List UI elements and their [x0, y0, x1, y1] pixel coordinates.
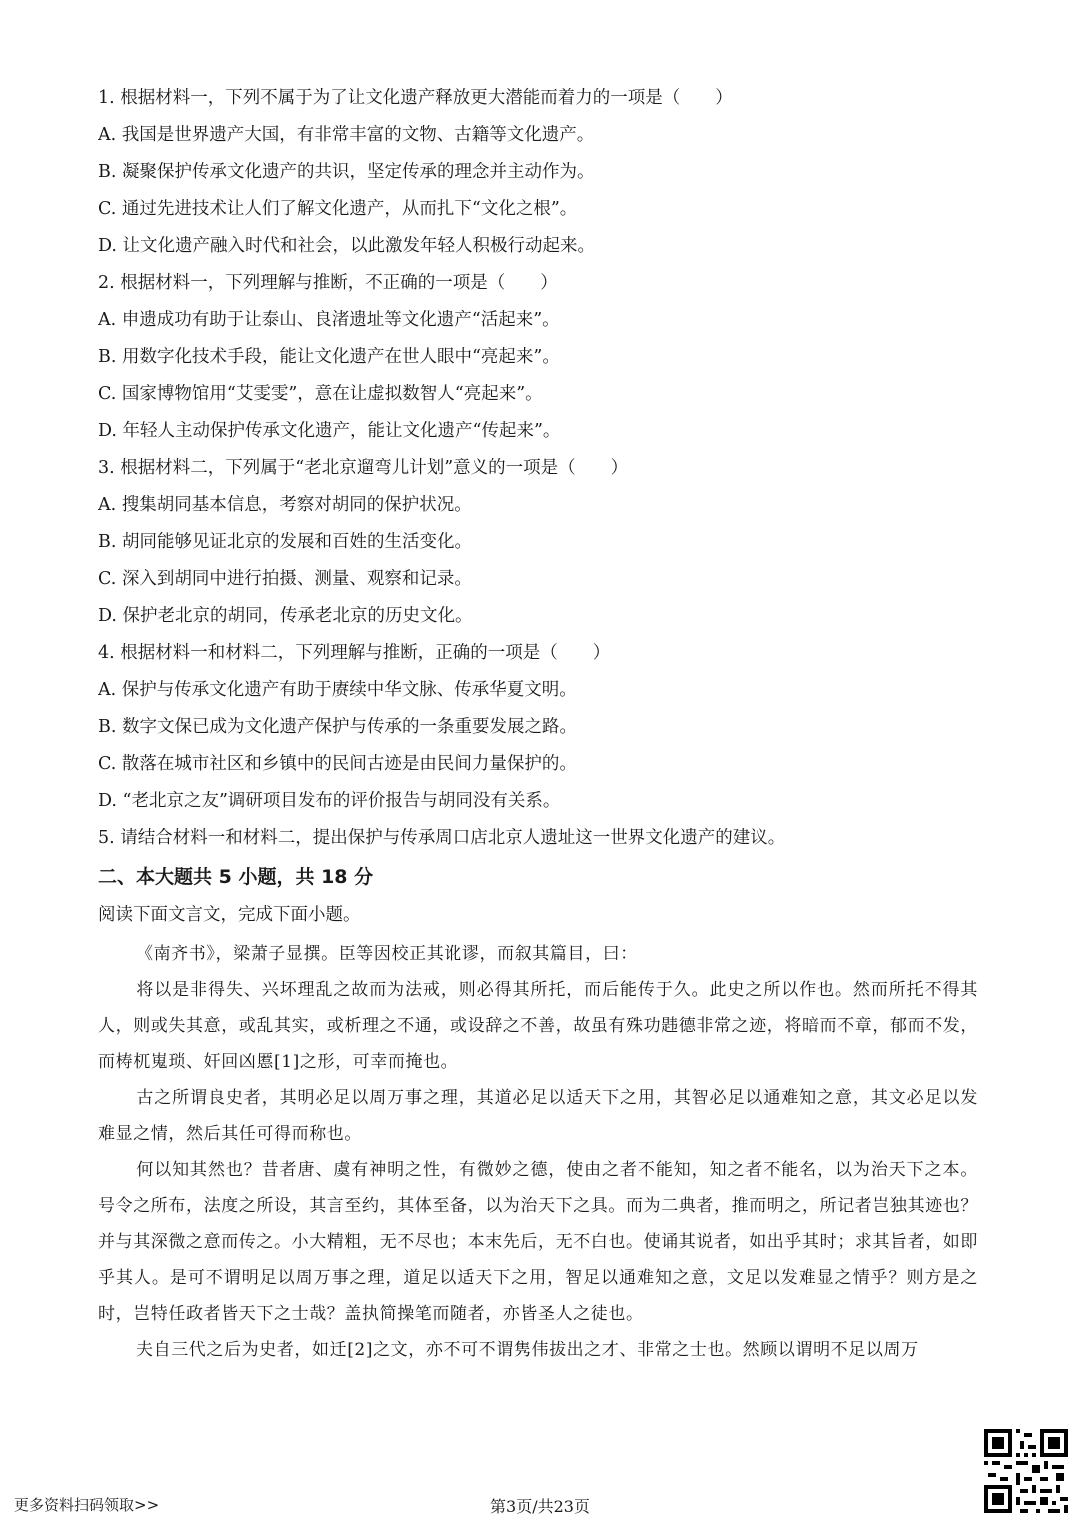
option-d: D. “老北京之友”调研项目发布的评价报告与胡同没有关系。: [98, 791, 561, 811]
option-c: C. 国家博物馆用“艾雯雯”，意在让虚拟数智人“亮起来”。: [98, 384, 543, 404]
option-b: B. 胡同能够见证北京的发展和百姓的生活变化。: [98, 532, 472, 552]
question-stem: 5. 请结合材料一和材料二，提出保护与传承周口店北京人遗址这一世界文化遗产的建议。: [98, 828, 786, 848]
passage-paragraph: 《南齐书》，梁萧子显撰。臣等因校正其讹谬，而叙其篇目，曰：: [136, 944, 638, 964]
question-5: [98, 820, 978, 857]
option-c: C. 通过先进技术让人们了解文化遗产，从而扎下“文化之根”。: [98, 199, 578, 219]
question-2: [98, 265, 978, 450]
passage-paragraph: 将以是非得失、兴坏理乱之故而为法戒，则必得其所托，而后能传于久。此史之所以作也。然而所托不得其人，则或失其意，或乱其实，或析理之不通，或设辞之不善，故虽有殊功韪德非常之迹，将暗而不章，郁而不发，而梼杌嵬琐、奸回凶慝[1]之形，可幸而掩也。: [98, 980, 978, 1072]
classical-passage: [98, 936, 978, 1368]
option-b: B. 用数字化技术手段，能让文化遗产在世人眼中“亮起来”。: [98, 347, 560, 367]
option-b: B. 凝聚保护传承文化遗产的共识，坚定传承的理念并主动作为。: [98, 162, 595, 182]
passage-paragraph: 何以知其然也？昔者唐、虞有神明之性，有微妙之德，使由之者不能知，知之者不能名，以为治天下之本。号令之所布，法度之所设，其言至约，其体至备，以为治天下之具。而为二典者，推而明之，所记者岂独其迹也？并与其深微之意而传之。小大精粗，无不尽也；本末先后，无不白也。使诵其说者，如出乎其时；求其旨者，如即乎其人。是可不谓明足以周万事之理，道足以适天下之用，智足以通难知之意，文足以发难显之情乎？则方是之时，岂特任政者皆天下之士哉？盖执简操笔而随者，亦皆圣人之徒也。: [98, 1160, 978, 1324]
instruction: 阅读下面文言文，完成下面小题。: [98, 905, 361, 925]
option-d: D. 让文化遗产融入时代和社会，以此激发年轻人积极行动起来。: [98, 236, 596, 256]
option-c: C. 深入到胡同中进行拍摄、测量、观察和记录。: [98, 569, 472, 589]
question-stem: 1. 根据材料一，下列不属于为了让文化遗产释放更大潜能而着力的一项是（ ）: [98, 88, 733, 108]
option-a: A. 我国是世界遗产大国，有非常丰富的文物、古籍等文化遗产。: [98, 125, 595, 145]
more-resources-link[interactable]: 更多资料扫码领取>>: [14, 1496, 160, 1514]
page-content: [98, 80, 978, 1368]
question-stem: 3. 根据材料二，下列属于“老北京遛弯儿计划”意义的一项是（ ）: [98, 458, 629, 478]
option-c: C. 散落在城市社区和乡镇中的民间古迹是由民间力量保护的。: [98, 754, 577, 774]
passage-paragraph: 夫自三代之后为史者，如迁[2]之文，亦不可不谓隽伟拔出之才、非常之士也。然顾以谓明不足以周万: [136, 1340, 919, 1360]
section-heading: 二、本大题共 5 小题，共 18 分: [98, 866, 374, 888]
option-a: A. 搜集胡同基本信息，考察对胡同的保护状况。: [98, 495, 472, 515]
question-1: [98, 80, 978, 265]
passage-paragraph: 古之所谓良史者，其明必足以周万事之理，其道必足以适天下之用，其智必足以通难知之意，其文必足以发难显之情，然后其任可得而称也。: [98, 1088, 978, 1144]
question-4: [98, 635, 978, 820]
question-3: [98, 450, 978, 635]
question-stem: 2. 根据材料一，下列理解与推断，不正确的一项是（ ）: [98, 273, 558, 293]
qr-code-icon: [984, 1429, 1068, 1513]
page-number: 第3页/共23页: [490, 1497, 590, 1516]
option-d: D. 年轻人主动保护传承文化遗产，能让文化遗产“传起来”。: [98, 421, 561, 441]
option-a: A. 保护与传承文化遗产有助于赓续中华文脉、传承华夏文明。: [98, 680, 577, 700]
option-a: A. 申遗成功有助于让泰山、良渚遗址等文化遗产“活起来”。: [98, 310, 560, 330]
question-stem: 4. 根据材料一和材料二，下列理解与推断，正确的一项是（ ）: [98, 643, 611, 663]
option-d: D. 保护老北京的胡同，传承老北京的历史文化。: [98, 606, 473, 626]
option-b: B. 数字文保已成为文化遗产保护与传承的一条重要发展之路。: [98, 717, 577, 737]
